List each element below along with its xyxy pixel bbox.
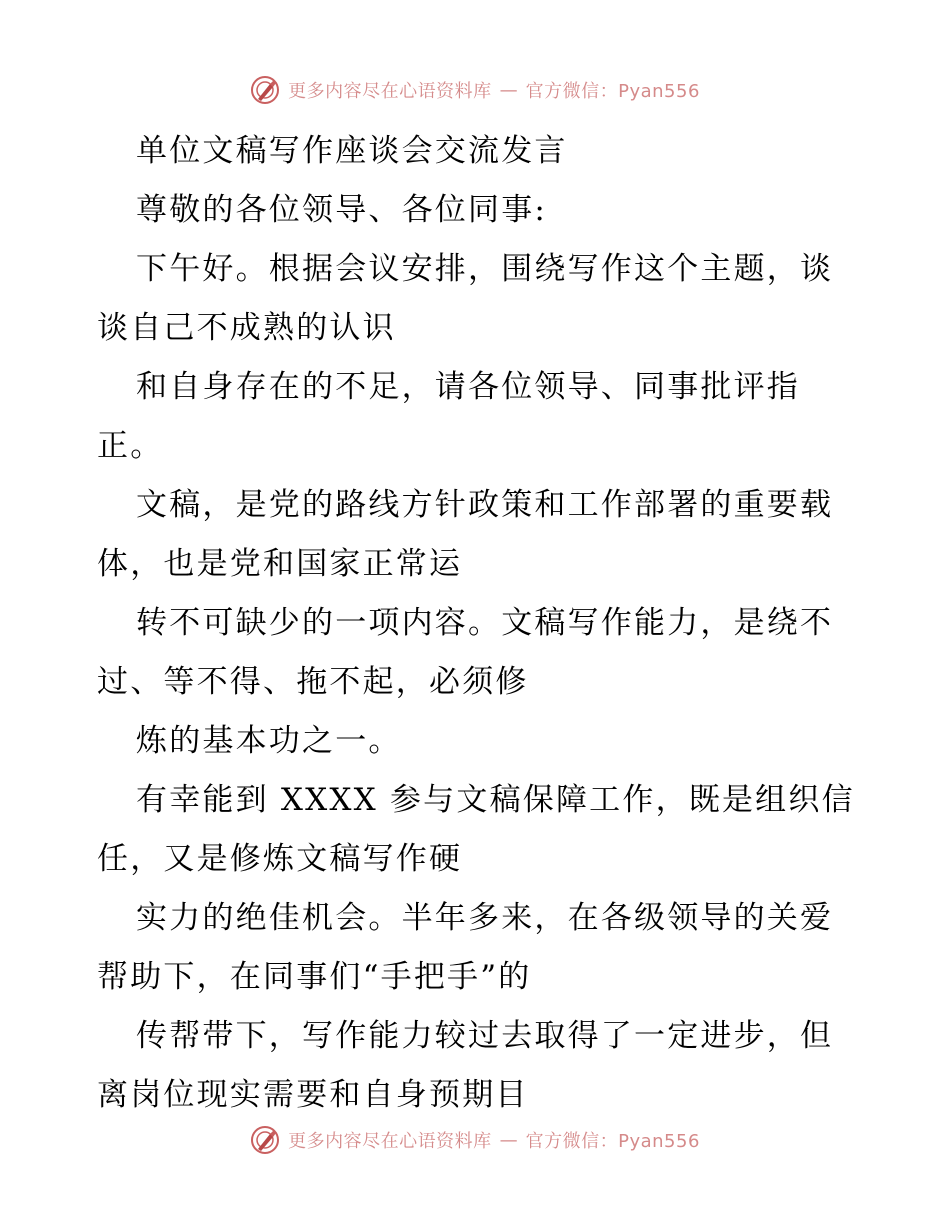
paragraph-line: 实力的绝佳机会。半年多来，在各级领导的关爱: [136, 900, 834, 936]
paragraph-line: 有幸能到 XXXX 参与文稿保障工作，既是组织信: [136, 782, 855, 818]
banner-wechat: 官方微信：Pyan556: [525, 1131, 700, 1152]
banner-separator: —: [499, 1129, 518, 1151]
document-title: 单位文稿写作座谈会交流发言: [136, 133, 568, 169]
paragraph-line: 任，又是修炼文稿写作硬: [97, 841, 463, 877]
paragraph-line: 转不可缺少的一项内容。文稿写作能力，是绕不: [136, 605, 834, 641]
paragraph-line: 体，也是党和国家正常运: [97, 546, 463, 582]
banner-text: 更多内容尽在心语资料库: [288, 81, 492, 102]
salutation: 尊敬的各位领导、各位同事:: [136, 192, 548, 228]
paragraph-line: 正。: [97, 428, 164, 464]
banner-separator: —: [499, 79, 518, 101]
document-body: [97, 122, 857, 1125]
paragraph-line: 过、等不得、拖不起，必须修: [97, 664, 529, 700]
paragraph-line: 帮助下，在同事们“手把手”的: [97, 959, 532, 995]
paragraph-line: 传帮带下，写作能力较过去取得了一定进步，但: [136, 1018, 834, 1054]
paragraph-line: 炼的基本功之一。: [136, 723, 402, 759]
paragraph-line: 离岗位现实需要和自身预期目: [97, 1077, 529, 1113]
banner-wechat: 官方微信：Pyan556: [525, 81, 700, 102]
pen-logo-icon: [250, 75, 280, 105]
paragraph-line: 下午好。根据会议安排，围绕写作这个主题，谈: [136, 251, 834, 287]
pen-logo-icon: [250, 1125, 280, 1155]
paragraph-line: 和自身存在的不足，请各位领导、同事批评指: [136, 369, 800, 405]
paragraph-line: 文稿，是党的路线方针政策和工作部署的重要载: [136, 487, 834, 523]
footer-banner: [0, 1120, 950, 1160]
banner-text: 更多内容尽在心语资料库: [288, 1131, 492, 1152]
header-banner: [0, 70, 950, 110]
paragraph-line: 谈自己不成熟的认识: [97, 310, 396, 346]
